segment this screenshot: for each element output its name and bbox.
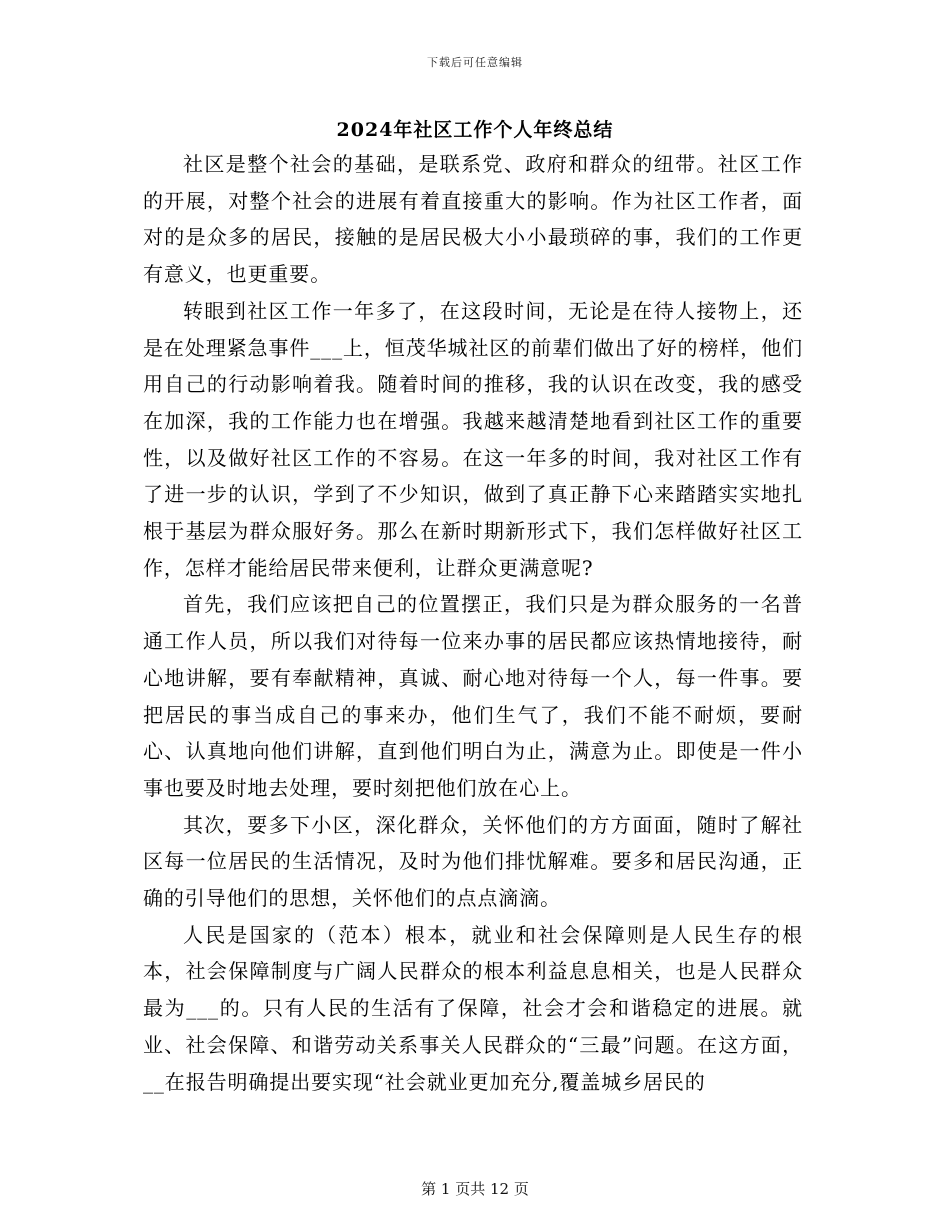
paragraph: 人民是国家的（范本）根本，就业和社会保障则是人民生存的根本，社会保障制度与广阔人民群众的根本利益息息相关，也是人民群众最为___的。只有人民的生活有了保障，社会才会和谐稳定的进展。就业、社会保障、和谐劳动关系事关人民群众的“三最”问题。在这方面，__在报告明确提出要实现“社会就业更加充分,覆盖城乡居民的 <box>143 922 803 1094</box>
paragraph: 其次，要多下小区，深化群众，关怀他们的方方面面，随时了解社区每一位居民的生活情况，及时为他们排忧解难。要多和居民沟通，正确的引导他们的思想，关怀他们的点点滴滴。 <box>143 812 803 911</box>
document-body <box>143 146 803 1100</box>
document-title: 2024年社区工作个人年终总结 <box>336 119 614 141</box>
paragraph: 社区是整个社会的基础，是联系党、政府和群众的纽带。社区工作的开展，对整个社会的进展有着直接重大的影响。作为社区工作者，面对的是众多的居民，接触的是居民极大小小最琐碎的事，我们的工作更有意义，也更重要。 <box>143 152 803 287</box>
page-number: 第 1 页共 12 页 <box>421 1180 529 1198</box>
paragraph: 转眼到社区工作一年多了，在这段时间，无论是在待人接物上，还是在处理紧急事件___上，恒茂华城社区的前辈们做出了好的榜样，他们用自己的行动影响着我。随着时间的推移，我的认识在改变，我的感受在加深，我的工作能力也在增强。我越来越清楚地看到社区工作的重要性，以及做好社区工作的不容易。在这一年多的时间，我对社区工作有了进一步的认识，学到了不少知识，做到了真正静下心来踏踏实实地扎根于基层为群众服好务。那么在新时期新形式下，我们怎样做好社区工作，怎样才能给居民带来便利，让群众更满意呢? <box>143 298 803 580</box>
paragraph: 首先，我们应该把自己的位置摆正，我们只是为群众服务的一名普通工作人员，所以我们对待每一位来办事的居民都应该热情地接待，耐心地讲解，要有奉献精神，真诚、耐心地对待每一个人，每一件事。要把居民的事当成自己的事来办，他们生气了，我们不能不耐烦，要耐心、认真地向他们讲解，直到他们明白为止，满意为止。即使是一件小事也要及时地去处理，要时刻把他们放在心上。 <box>143 592 803 800</box>
header-note: 下载后可任意编辑 <box>427 56 523 69</box>
